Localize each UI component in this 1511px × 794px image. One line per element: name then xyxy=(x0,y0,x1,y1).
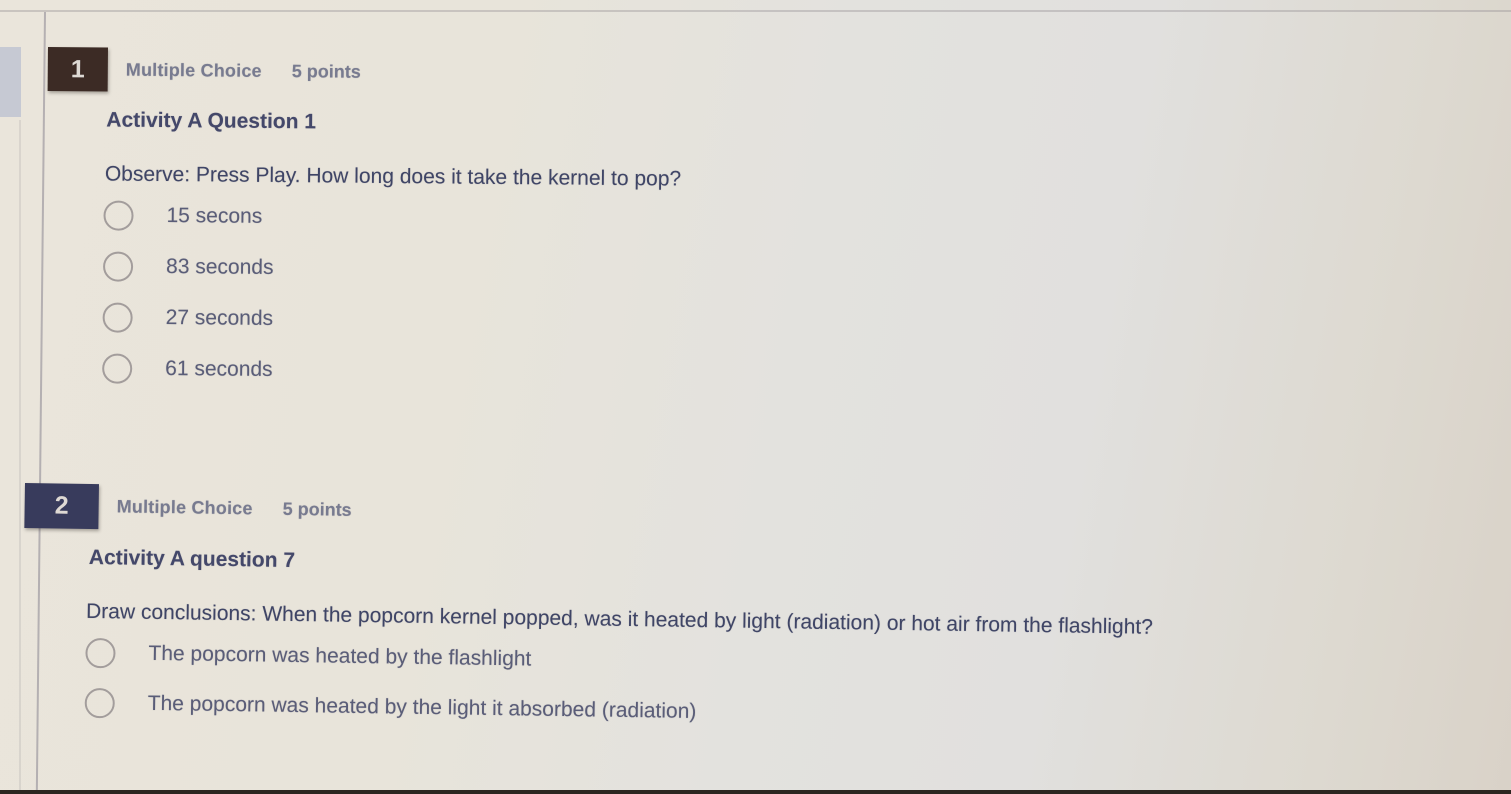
answer-option[interactable] xyxy=(102,351,1145,394)
radio-button-icon[interactable] xyxy=(85,638,115,668)
points-label: 5 points xyxy=(282,498,352,520)
question-card-2 xyxy=(21,483,1455,756)
question-type-label: Multiple Choice xyxy=(125,59,262,81)
answer-option[interactable] xyxy=(102,300,1145,343)
question-2-header xyxy=(24,483,1455,549)
question-title: Activity A question 7 xyxy=(88,545,296,573)
option-label: 83 seconds xyxy=(165,255,274,279)
top-divider-line xyxy=(0,10,1511,12)
question-card-1 xyxy=(45,47,1148,412)
question-number-badge: 1 xyxy=(48,47,108,92)
left-scrollbar-fragment xyxy=(0,47,21,117)
question-number-badge: 2 xyxy=(24,483,99,529)
question-title: Activity A Question 1 xyxy=(106,108,317,134)
option-label: 15 secons xyxy=(166,204,263,228)
question-type-label: Multiple Choice xyxy=(116,496,253,519)
radio-button-icon[interactable] xyxy=(103,302,133,332)
answer-option[interactable] xyxy=(85,636,1452,690)
option-label: The popcorn was heated by the flashlight xyxy=(148,641,532,671)
bottom-edge-bar xyxy=(0,790,1511,794)
answer-option[interactable] xyxy=(84,686,1451,740)
option-label: The popcorn was heated by the light it absorbed (radiation) xyxy=(147,691,697,723)
points-label: 5 points xyxy=(291,60,361,82)
question-prompt: Observe: Press Play. How long does it take the kernel to pop? xyxy=(104,162,682,191)
option-label: 27 seconds xyxy=(165,306,274,330)
question-1-header xyxy=(48,47,1148,101)
radio-button-icon[interactable] xyxy=(102,353,132,383)
answer-options-list xyxy=(102,198,1147,394)
radio-button-icon[interactable] xyxy=(103,251,133,281)
radio-button-icon[interactable] xyxy=(85,688,115,718)
secondary-left-border xyxy=(19,120,21,794)
option-label: 61 seconds xyxy=(165,357,273,381)
answer-options-list xyxy=(84,636,1452,740)
radio-button-icon[interactable] xyxy=(103,200,133,230)
answer-option[interactable] xyxy=(103,198,1146,241)
question-prompt: Draw conclusions: When the popcorn kernel popped, was it heated by light (radiation) or hot air from the flashlight? xyxy=(85,599,1154,639)
answer-option[interactable] xyxy=(103,249,1146,292)
